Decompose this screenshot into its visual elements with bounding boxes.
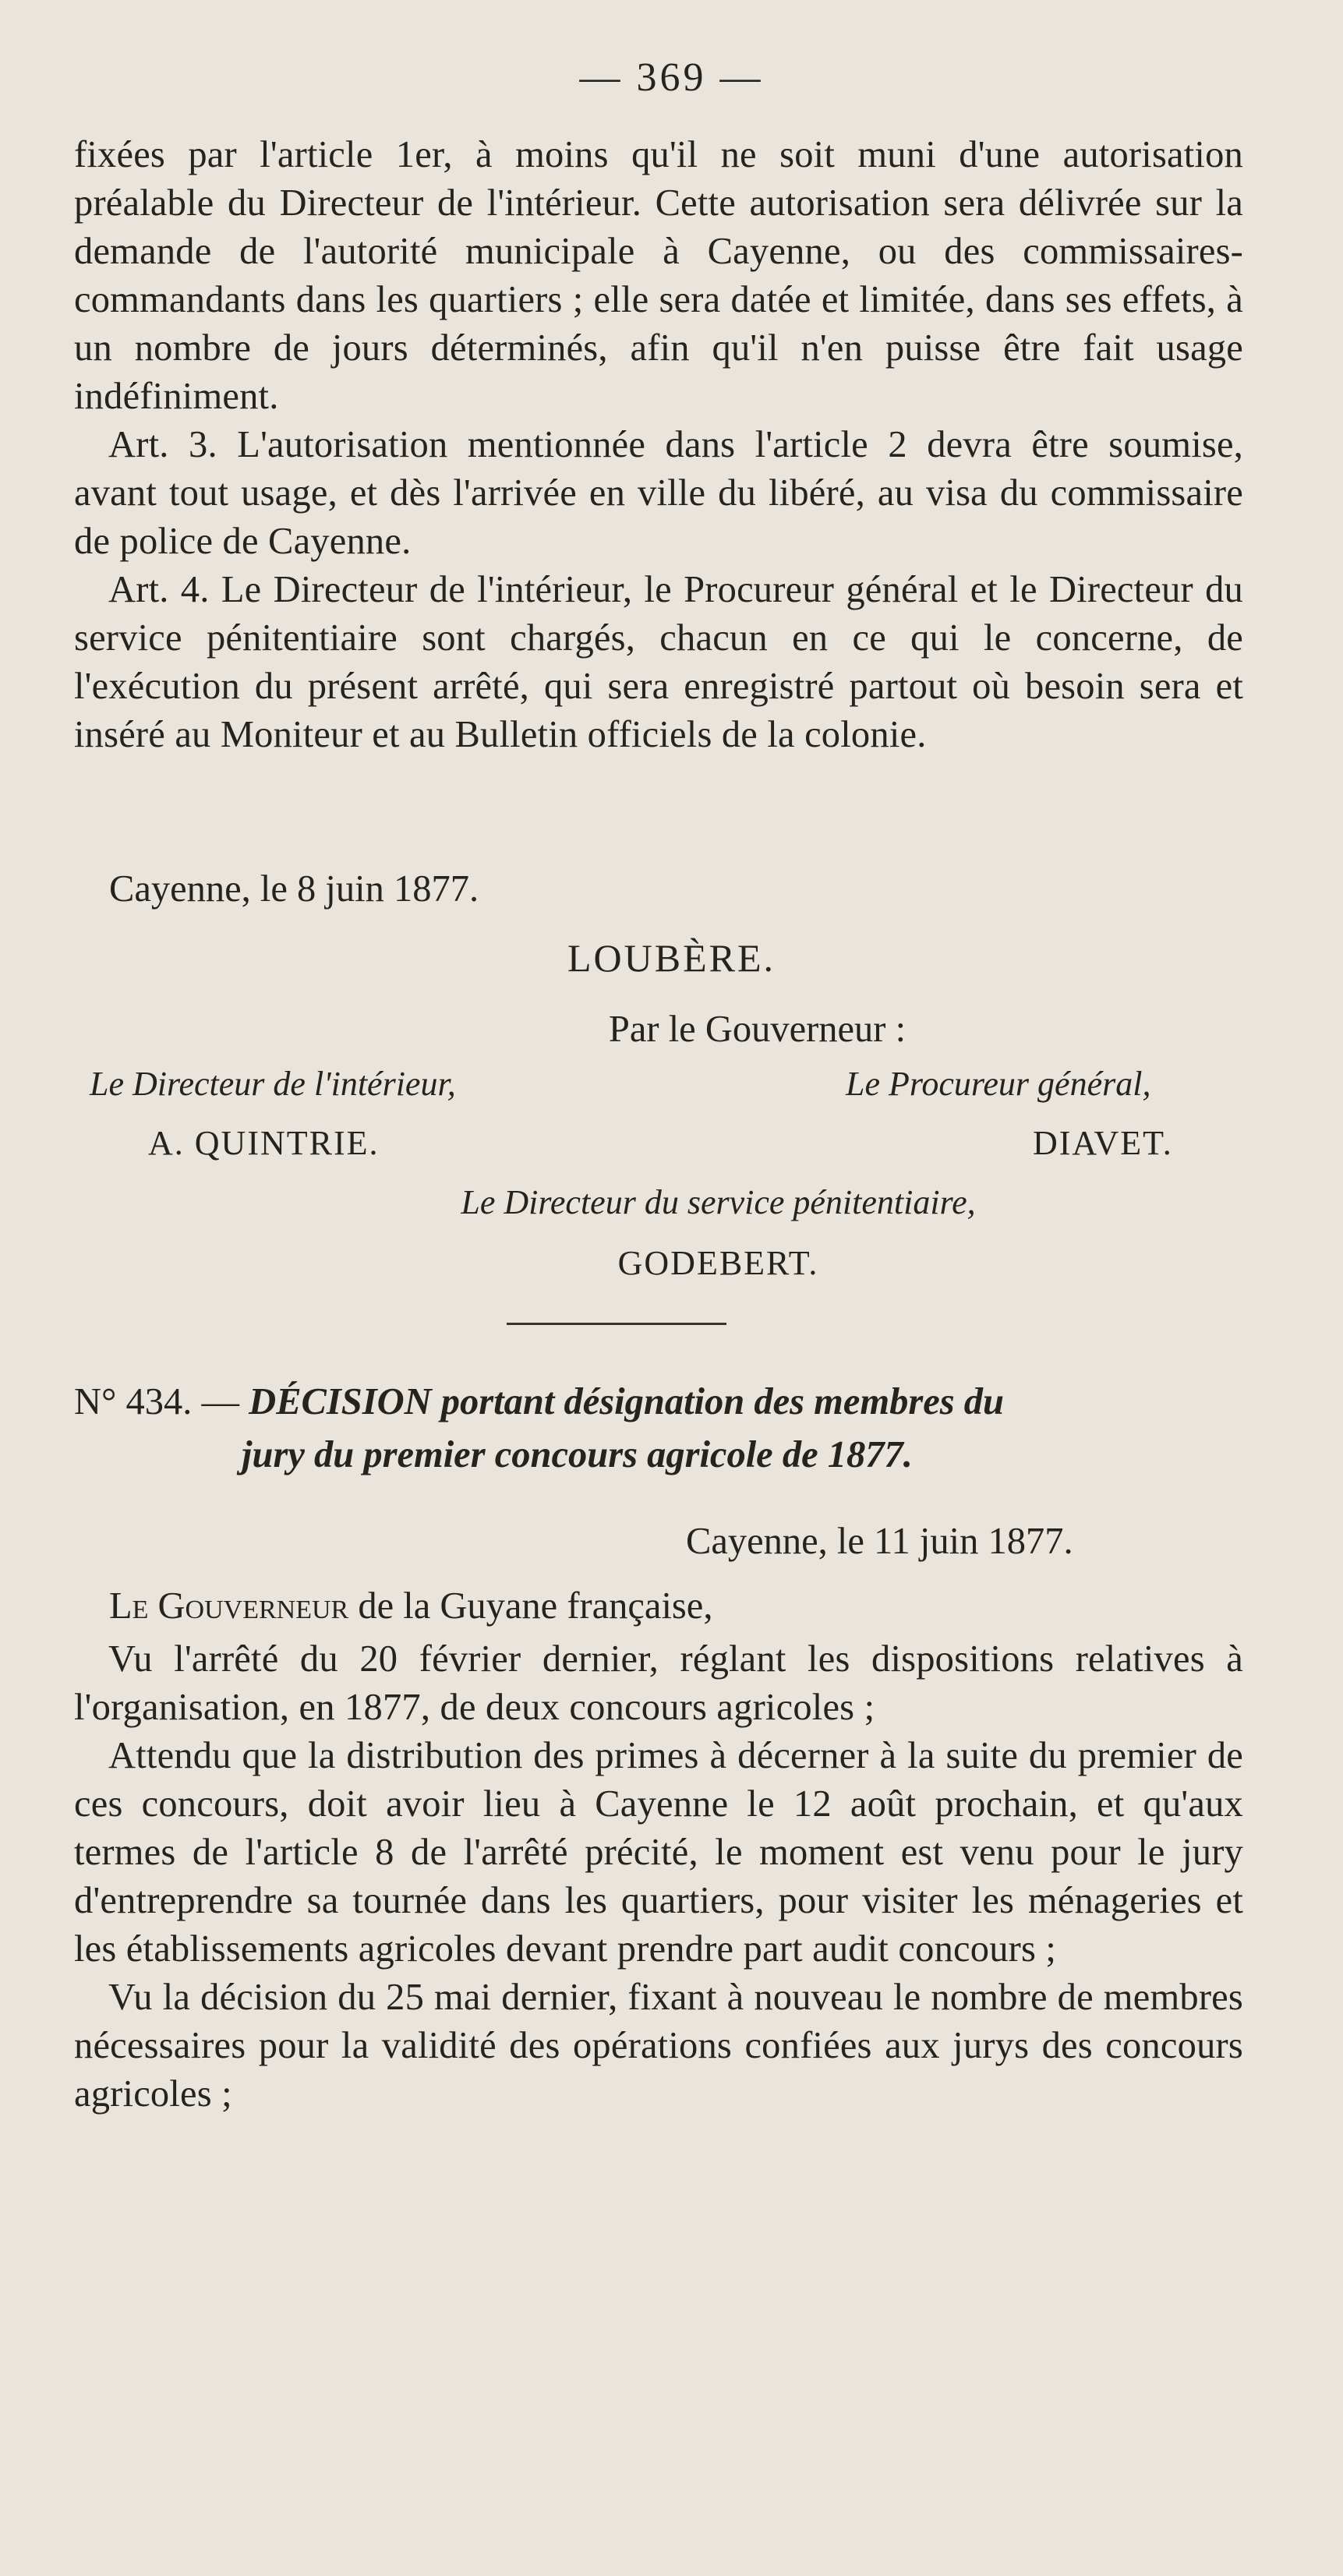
director-interior-title: Le Directeur de l'intérieur, (90, 1065, 456, 1103)
paragraph-attendu: Attendu que la distribution des primes à décerner à la suite du premier de ces concours, doit avoir lieu à Cayenne le 12 août prochain, et qu'aux termes de l'article 8 de l'arrêté précité, le moment est venu pour le jury d'entreprendre sa tournée dans les quartiers, pour visiter les ménageries et les établissements agricoles devant prendre part audit concours ; (74, 1735, 1243, 1970)
gouverneur-intro (109, 1582, 712, 1631)
director-penitentiary-name: GODEBERT. (617, 1244, 819, 1282)
governor-signature: LOUBÈRE. (567, 936, 776, 980)
paragraph-article-3: Art. 3. L'autorisation mentionnée dans l'article 2 devra être soumise, avant tout usage, et dès l'arrivée en ville du libéré, au visa du commissaire de police de Cayenne. (74, 424, 1243, 562)
procureur-name: DIAVET. (1033, 1124, 1173, 1162)
paragraph-continuation: fixées par l'article 1er, à moins qu'il ne soit muni d'une autorisation préalable du Directeur de l'intérieur. Cette autorisation sera délivrée sur la demande de l'autorité municipale à Cayenne, ou des commissaires-commandants dans les quartiers ; elle sera datée et limitée, dans ses effets, à un nombre de jours déterminés, afin qu'il n'en puisse être fait usage indéfiniment. (74, 134, 1243, 417)
par-le-gouverneur: Par le Gouverneur : (608, 1009, 907, 1050)
decision-title: DÉCISION (249, 1381, 432, 1422)
decision-title-line2: jury du premier concours agricole de 1877. (242, 1434, 913, 1475)
arrete-body (74, 131, 1243, 759)
paragraph-vu-decision: Vu la décision du 25 mai dernier, fixant à nouveau le nombre de membres nécessaires pour la validité des opérations confiées aux jurys des concours agricoles ; (74, 1977, 1243, 2115)
section-divider (507, 1323, 726, 1325)
page-number: — 369 — (579, 55, 764, 100)
decision-heading (74, 1376, 1243, 1482)
procureur-title: Le Procureur général, (846, 1065, 1151, 1103)
director-penitentiary-title: Le Directeur du service pénitentiaire, (461, 1183, 976, 1221)
director-interior-name: A. QUINTRIE. (148, 1124, 380, 1162)
decision-date: Cayenne, le 11 juin 1877. (686, 1521, 1073, 1562)
paragraph-vu-arrete: Vu l'arrêté du 20 février dernier, réglant les dispositions relatives à l'organisation, en 1877, de deux concours agricoles ; (74, 1638, 1243, 1728)
gouverneur-label: Le Gouverneur (109, 1585, 349, 1627)
paragraph-article-4: Art. 4. Le Directeur de l'intérieur, le Procureur général et le Directeur du service pénitentiaire sont chargés, chacun en ce qui le concerne, de l'exécution du présent arrêté, qui sera enregistré partout où besoin sera et inséré au Moniteur et au Bulletin officiels de la colonie. (74, 569, 1243, 755)
decision-body (74, 1635, 1243, 2118)
decision-title-rest: portant désignation des membres du (440, 1381, 1004, 1422)
gouverneur-rest: de la Guyane française, (358, 1585, 713, 1627)
signature-date: Cayenne, le 8 juin 1877. (109, 868, 479, 910)
decision-number: N° 434. — (74, 1381, 240, 1422)
